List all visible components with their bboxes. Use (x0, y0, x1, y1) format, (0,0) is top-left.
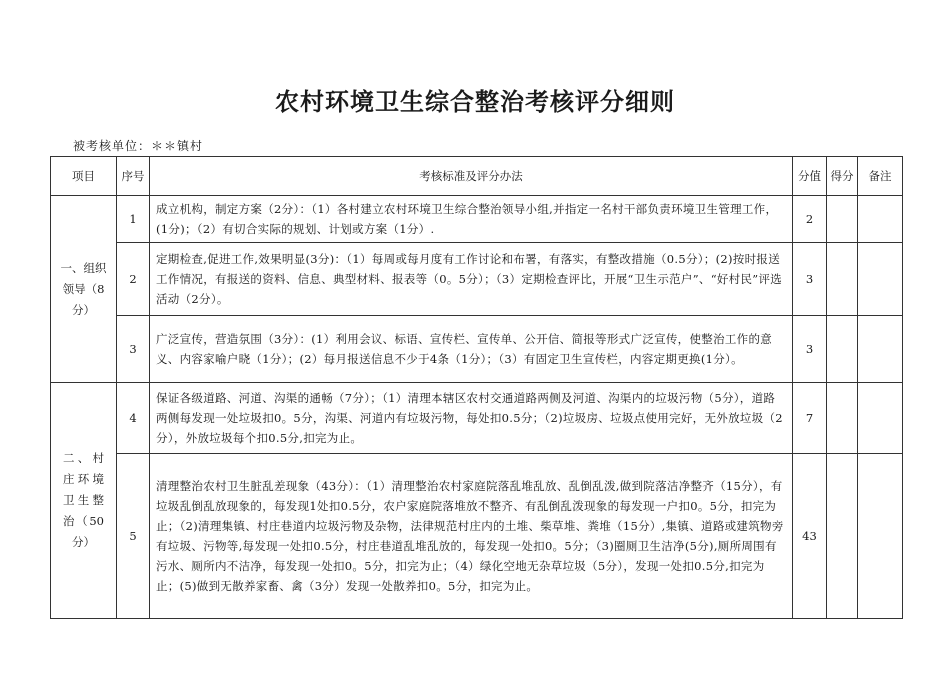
table-header-row (51, 157, 903, 196)
row-criteria: 广泛宣传，营造氛围（3分）：(1）利用会议、标语、宣传栏、宣传单、公开信、简报等形式广泛宣传，使整治工作的意义、内容家喻户晓（1分）；(2）每月报送信息不少于4条（1分）；（3）有固定卫生宣传栏，内容定期更换(1分）。 (150, 316, 793, 383)
table-row (51, 316, 903, 383)
row-remark-cell (858, 316, 903, 383)
header-got: 得分 (827, 157, 858, 196)
row-score: 2 (793, 196, 827, 243)
row-got-cell (827, 383, 858, 454)
table-row (51, 383, 903, 454)
group-label-village-sanitation: 二、村庄环境卫生整治（50分） (51, 383, 117, 619)
row-remark-cell (858, 243, 903, 316)
row-score: 43 (793, 454, 827, 619)
row-criteria: 定期检查,促进工作,效果明显(3分)：（1）每周或每月度有工作讨论和布署，有落实，有整改措施（0.5分）；(2)按时报送工作情况，有报送的资料、信息、典型材料、报表等（0。5分）；（3）定期检查评比，开展“卫生示范户”、“好村民”评选活动（2分）。 (150, 243, 793, 316)
row-seq: 2 (117, 243, 150, 316)
row-score: 3 (793, 243, 827, 316)
row-remark-cell (858, 196, 903, 243)
row-got-cell (827, 196, 858, 243)
row-remark-cell (858, 383, 903, 454)
header-score: 分值 (793, 157, 827, 196)
row-got-cell (827, 243, 858, 316)
row-seq: 1 (117, 196, 150, 243)
row-got-cell (827, 316, 858, 383)
table-row (51, 454, 903, 619)
table-row (51, 196, 903, 243)
row-criteria: 成立机构，制定方案（2分）：（1）各村建立农村环境卫生综合整治领导小组,并指定一名村干部负责环境卫生管理工作，(1分)；（2）有切合实际的规划、计划或方案（1分）. (150, 196, 793, 243)
header-remark: 备注 (858, 157, 903, 196)
document-title: 农村环境卫生综合整治考核评分细则 (275, 88, 675, 116)
assessed-unit-line: 被考核单位：＊＊镇村 (73, 139, 204, 153)
header-project: 项目 (51, 157, 117, 196)
row-criteria: 保证各级道路、河道、沟渠的通畅（7分）；（1）清理本辖区农村交通道路两侧及河道、沟渠内的垃圾污物（5分），道路两侧每发现一处垃圾扣0。5分，沟渠、河道内有垃圾污物，每处扣0.5分；（2)垃圾房、垃圾点使用完好，无外放垃圾（2分），外放垃圾每个扣0.5分,扣完为止。 (150, 383, 793, 454)
row-seq: 5 (117, 454, 150, 619)
table-row (51, 243, 903, 316)
row-got-cell (827, 454, 858, 619)
row-seq: 4 (117, 383, 150, 454)
row-remark-cell (858, 454, 903, 619)
header-seq: 序号 (117, 157, 150, 196)
row-seq: 3 (117, 316, 150, 383)
header-criteria: 考核标准及评分办法 (150, 157, 793, 196)
group-label-organization: 一、组织领导（8分） (51, 196, 117, 383)
row-score: 3 (793, 316, 827, 383)
scoring-table (50, 156, 903, 619)
row-criteria: 清理整治农村卫生脏乱差现象（43分）：（1）清理整治农村家庭院落乱堆乱放、乱倒乱泼,做到院落洁净整齐（15分），有垃圾乱倒乱放现象的，每发现1处扣0.5分，农户家庭院落堆放不整齐、有乱倒乱泼现象的每发现一户扣0。5分，扣完为止；（2)清理集镇、村庄巷道内垃圾污物及杂物，法律规范村庄内的土堆、柴草堆、粪堆（15分）,集镇、道路或建筑物旁有垃圾、污物等,每发现一处扣0.5分，村庄巷道乱堆乱放的，每发现一处扣0。5分；（3)圈厕卫生洁净(5分),厕所周围有污水、厕所内不洁净，每发现一处扣0。5分，扣完为止；（4）绿化空地无杂草垃圾（5分），发现一处扣0.5分,扣完为止；(5)做到无散养家畜、禽（3分）发现一处散养扣0。5分，扣完为止。 (150, 454, 793, 619)
row-score: 7 (793, 383, 827, 454)
